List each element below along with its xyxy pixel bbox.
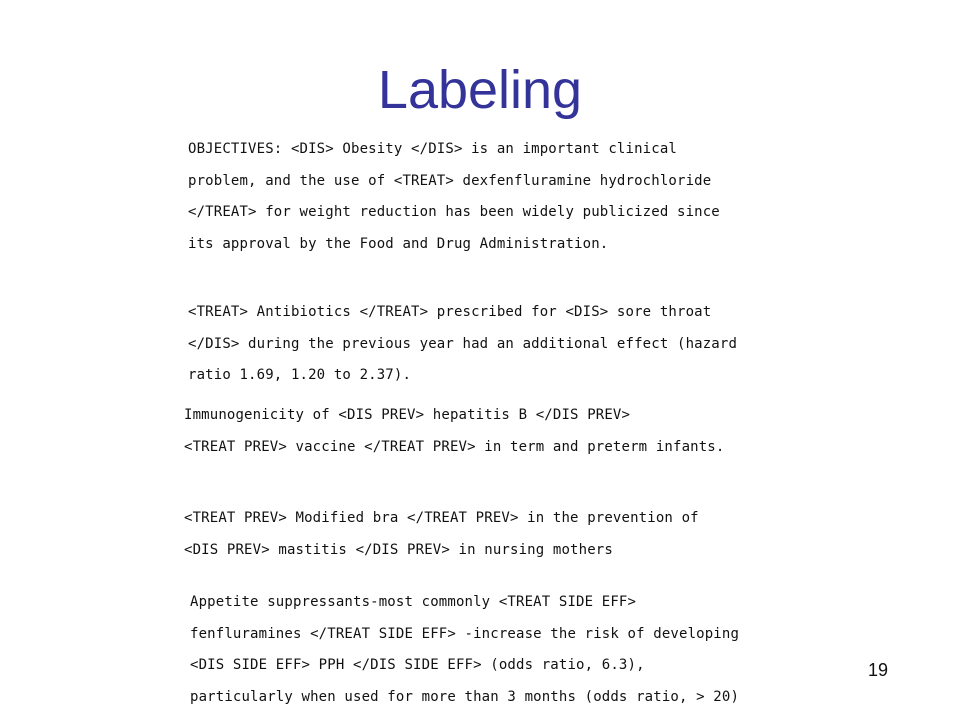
example-obesity bbox=[188, 137, 720, 263]
example-line: </TREAT> for weight reduction has been widely publicized since bbox=[188, 204, 720, 220]
example-line: <DIS PREV> mastitis </DIS PREV> in nursing mothers bbox=[184, 542, 613, 558]
example-line: <TREAT PREV> Modified bra </TREAT PREV> in the prevention of bbox=[184, 510, 699, 526]
example-line: particularly when used for more than 3 months (odds ratio, > 20) bbox=[190, 688, 740, 705]
example-line: fenfluramines </TREAT SIDE EFF> -increase the risk of developing bbox=[190, 625, 740, 642]
slide-title: Labeling bbox=[377, 60, 583, 120]
example-line: Appetite suppressants-most commonly <TREAT SIDE EFF> bbox=[190, 594, 637, 610]
example-hepatitis bbox=[184, 403, 724, 467]
example-line: OBJECTIVES: <DIS> Obesity </DIS> is an important clinical bbox=[188, 141, 677, 157]
example-antibiotics bbox=[188, 300, 737, 395]
example-line: <DIS SIDE EFF> PPH </DIS SIDE EFF> (odds ratio, 6.3), bbox=[190, 657, 645, 673]
example-line: </DIS> during the previous year had an additional effect (hazard bbox=[188, 335, 738, 352]
page-number: 19 bbox=[868, 660, 889, 680]
example-line: problem, and the use of <TREAT> dexfenfluramine hydrochloride bbox=[188, 172, 712, 189]
example-line: its approval by the Food and Drug Administration. bbox=[188, 235, 609, 252]
example-line: Immunogenicity of <DIS PREV> hepatitis B </DIS PREV> bbox=[184, 407, 631, 423]
example-line: <TREAT> Antibiotics </TREAT> prescribed for <DIS> sore throat bbox=[188, 304, 712, 320]
example-appetite bbox=[190, 590, 739, 716]
example-line: <TREAT PREV> vaccine </TREAT PREV> in term and preterm infants. bbox=[184, 439, 725, 455]
example-mastitis bbox=[184, 506, 699, 570]
example-line: ratio 1.69, 1.20 to 2.37). bbox=[188, 367, 412, 383]
